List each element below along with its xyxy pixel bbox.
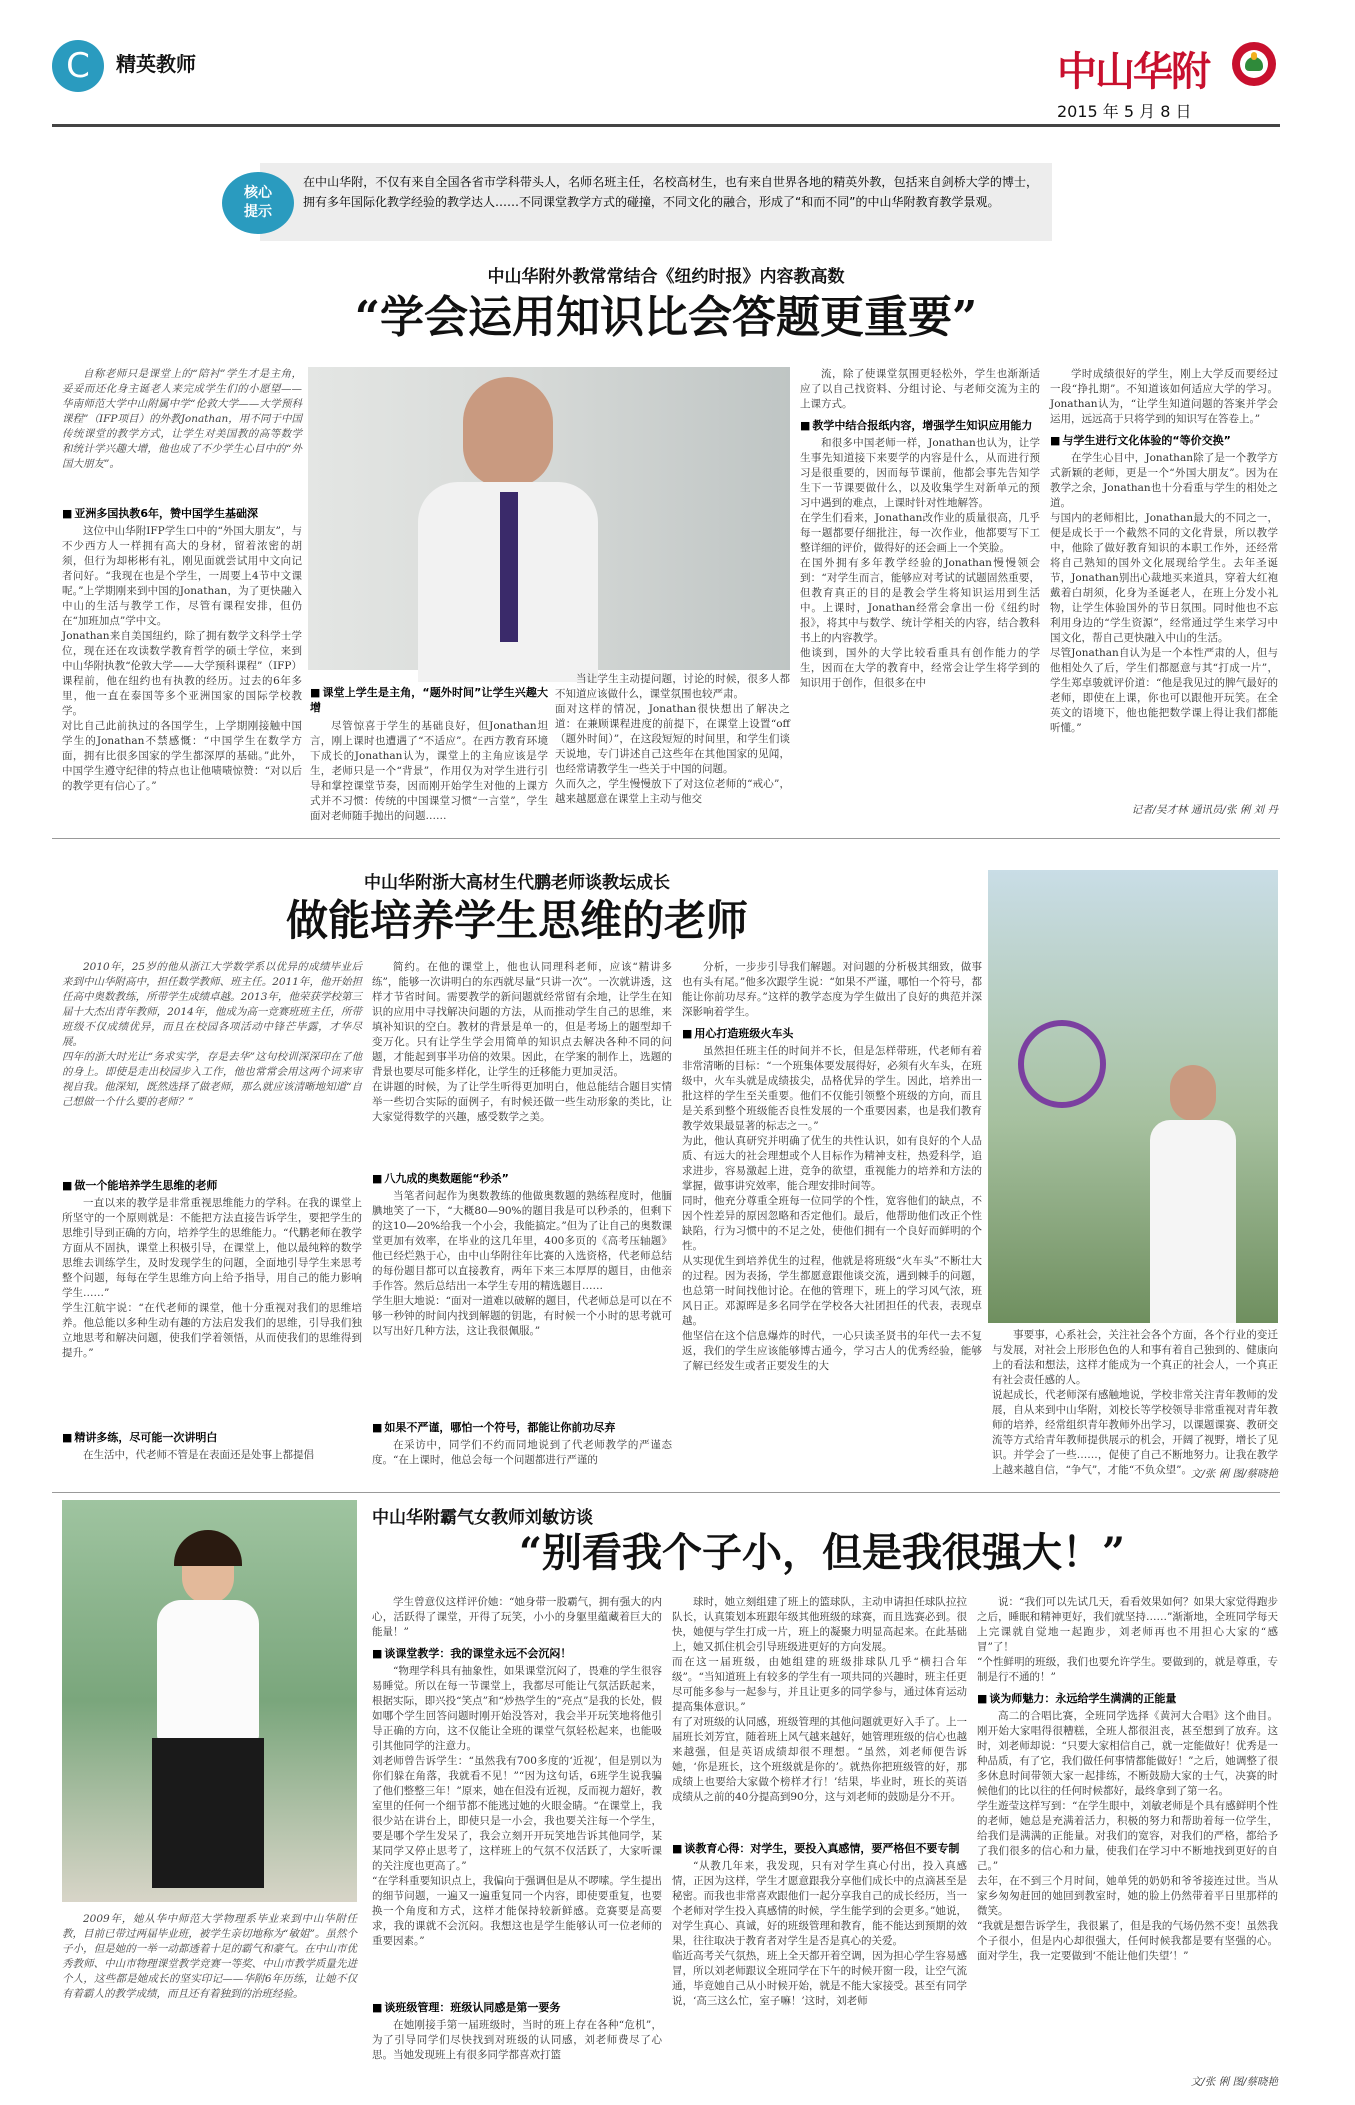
article1-col1 (62, 500, 302, 830)
article2-col2b-text: 当笔者问起作为奥数教练的他做奥数题的熟练程度时，他腼腆地笑了一下，“大概80—90%的题目我是可以秒杀的，但剩下的这10—20%给我一个小会，我能搞定。”但为了让自己的奥数课堂更加有效率，在毕业的这几年里，400多页的《高考压轴题》他已经烂熟于心，由中山华附往年比赛的入选资格，代老师总结的每份题目都可以直接教育，两年下来三本厚厚的题目，由他亲手作答。然后总结出一本学生专用的精选题目…… 学生胆大地说：“面对一道难以破解的题目，代老师总是可以在不够一秒钟的时间内找到解题的钥匙，有时候一个小时的思考就可以写出好几种方法，这让我很佩服。” (372, 1190, 672, 1337)
article1-col3 (555, 672, 790, 830)
article2-divider (52, 1492, 1280, 1493)
article2-col3b-text: 虽然担任班主任的时间并不长，但是怎样带班，代老师有着非常清晰的目标：“一个班集体要发展得好，必须有火车头，在班级中，火车头就是成绩拔尖，品格优异的学生。因此，培养出一批这样的学生至关重要。他们不仅能引领整个班级的方向，而且是关系到整个班级能否良性发展的一个重要因素，也是我们教育教学效果最显著的标志之一。” 为此，他认真研究并明确了优生的共性认识，如有良好的个人品质、有远大的社会理想或个人目标作为精神支柱，热爱科学，追求进步，容易激起上进，竞争的欲望，重视能力的培养和方法的掌握，做事讲究效率，能合理安排时间等。 同时，他充分尊重全班每一位同学的个性，宽容他们的缺点，不因个性差异的原因忽略和否定他们。最后，他帮助他们改正个性缺陷，行为习惯中的不足之处，使他们拥有一个良好而鲜明的个性。 从实现优生到培养优生的过程，他就是将班级“火车头”不断壮大的过程。因为表扬，学生都愿意跟他谈交流，遇到棘手的问题，也总第一时间找他讨论。在他的管理下，班上的学习风气浓，班风日正。邓源晖是多名同学在学校各大社团担任的代表，表现卓越。 他坚信在这个信息爆炸的时代，一心只读圣贤书的年代一去不复返，我们的学生应该能够博古通今，学习古人的优秀经验，能够了解已经发生或者正要发生的大 (682, 1045, 982, 1372)
article2-col2c-text: 在采访中，同学们不约而同地说到了代老师教学的严谨态度。“在上课时，他总会每一个问题都进行严谨的 (372, 1439, 672, 1466)
article2-lead-text: 2010年，25岁的他从浙江大学数学系以优异的成绩毕业后来到中山华附高中，担任数学教师、班主任。2011年，他开始担任高中奥数教练，所带学生成绩卓越。2013年，他荣获学校第三届十大杰出青年教师，2014年，他成为高一竞赛班班主任，所带班级不仅成绩优异，而且在校园各项活动中锋芒毕露，才华尽展。 四年的浙大时光让“务求实学，存是去华”这句校训深深印在了他的身上。即使是走出校园步入工作，他也常常会用这两个词来审视自我。他深知，既然选择了做老师，那么就应该清晰地知道“自己想做一个什么要的老师？” (62, 961, 362, 1108)
article1-col2-text: 尽管惊喜于学生的基础良好，但Jonathan坦言，刚上课时也遭遇了“不适应”。在西方教育环境下成长的Jonathan认为，课堂上的主角应该是学生，老师只是一个“背景”，作用仅为对学生进行引导和掌控课堂节奏，因而刚开始学生对他的上课方式并不习惯：传统的中国课堂习惯“一言堂”，学生面对老师随手抛出的问题…… (310, 720, 548, 822)
article2-credit: 文/张 俐 图/蔡晓艳 (1190, 1468, 1278, 1480)
article2-subhead1: ■ 做一个能培养学生思维的老师 (62, 1178, 362, 1193)
article1-col4 (800, 367, 1040, 830)
article1-col2 (310, 685, 548, 830)
article1-col5 (1050, 367, 1278, 797)
article3-title: “别看我个子小，但是我很强大！” (518, 1529, 1125, 1576)
article3-col2b-text: “从教几年来，我发现，只有对学生真心付出，投入真感情，正因为这样，学生才愿意跟我分享他们成长中的点滴甚至是秘密。而我也非常喜欢跟他们一起分享我自己的成长经历，当一个老师对学生投入真感情的时候，学生能学到的会更多。”她说，对学生真心、真诚，好的班级管理和教育，能不能达到预期的效果，往往取决于教育者对学生是否是真心的关爱。 临近高考关气氛热，班上全天都开着空调，因为担心学生容易感冒，所以刘老师跟议全班同学在下午的时候开窗一段，让空气流通，毕竟她自己从小时候开始，就是不能大家接受。甚至有同学说，‘高三这么忙，室子嘛！’这时，刘老师 (672, 1860, 967, 2007)
section-title: 精英教师 (116, 52, 196, 76)
article3-col3-text: 说：“我们可以先试几天，看看效果如何？如果大家觉得跑步之后，睡眠和精神更好，我们就坚持……”渐渐地，全班同学每天上完课就自觉地一起跑步，刘老师再也不用担心大家的“感冒”了！ “个性鲜明的班级，我们也要允许学生。要做到的，就是尊重，专制是行不通的！” (977, 1596, 1278, 1683)
article3-col2-text: 球时，她立刻组建了班上的篮球队，主动申请担任球队拉拉队长，认真策划本班跟年级其他班级的球赛，而且选赛必到。很快，她便与学生打成一片，班上的凝聚力明显高起来。在此基础上，她又抓住机会引导班级进更好的方向发展。 而在这一届班级，由她组建的班级排球队几乎“横扫合年级”。“当知道班上有较多的学生有一项共同的兴趣时，班主任更尽可能多参与一起参与，并且让更多的同学参与，通过体育运动提高集体意识。” 有了对班级的认同感，班级管理的其他问题就更好入手了。上一届班长刘芳宜，随着班上风气越来越好，她管理班级的信心也越来越强，但是英语成绩却很不理想。“虽然，刘老师便告诉她，‘你是班长，这个班级就是你的’。就热你把班级管的好，那成绩上也要给大家做个榜样才行！’结果，毕业时，班长的英语成绩从之前的40分提高到90分，这与刘老师的鼓励是分不开。 (672, 1596, 967, 1803)
article2-col1-text: 一直以来的教学是非常重视思维能力的学科。在我的课堂上所坚守的一个原则就是：不能把方法直接告诉学生，要把学生的思维引导到正确的方向，培养学生的思维能力。“代鹏老师在教学方面从不固执，课堂上积极引导，在课堂上，他以最纯粹的数学思维去训练学生，及时发现学生的问题，全面地引导学生来思考整个问题，每每在学生思维方向上给予指导，用自己的能力影响学生……” 学生江航宇说：“在代老师的课堂，他十分重视对我们的思维培养。他总能以多种生动有趣的方法启发我们的思维，引导我们独立地思考和解决问题，使我们学着领悟，从而使我们的思维得到提升。” (62, 1197, 362, 1359)
article3-subhead2: ■ 谈班级管理：班级认同感是第一要务 (372, 2000, 662, 2015)
article2-subhead5: ■ 用心打造班级火车头 (682, 1026, 982, 1041)
summary-badge-line2: 提示 (244, 204, 272, 220)
article3-col2 (672, 1595, 967, 2092)
summary-badge (222, 172, 294, 234)
article1-kicker: 中山华附外教常常结合《纽约时报》内容教高数 (487, 267, 845, 287)
article2-col2 (372, 960, 672, 1485)
article2-col3-text: 分析，一步步引导我们解题。对问题的分析极其细致，做事也有头有尾。”他多次跟学生说：“如果不严谨，哪怕一个符号，都能让你前功尽弃。”这样的教学态度为学生做出了良好的典范并深深影响着学生。 (682, 961, 982, 1018)
article1-subhead3: ■ 与学生进行文化体验的“等价交换” (1050, 433, 1278, 448)
header-rule (52, 124, 1280, 127)
article2-subhead2: ■ 精讲多练，尽可能一次讲明白 (62, 1430, 362, 1445)
article3-photo (62, 1500, 357, 1902)
article2-title: 做能培养学生思维的老师 (285, 896, 748, 945)
article1-subhead1: ■ 亚洲多国执教6年，赞中国学生基础深 (62, 506, 302, 521)
article1-title: “学会运用知识比会答题更重要” (354, 292, 978, 343)
article1-col1-text: 这位中山华附IFP学生口中的“外国大朋友”，与不少西方人一样拥有高大的身材，留着浓密的胡须，但行为却彬彬有礼，刚见面就尝试用中文向记者问好。“我现在也是个学生，一周要上4节中文课呢。”上学期刚来到中国的Jonathan，为了更快融入中山的生活与教学工作，尽管有课程安排，但仍在“加班加点”学中文。 Jonathan来自美国纽约，除了拥有数学文科学士学位，现在还在攻读数学教育哲学的硕士学位，来到中山华附执教“伦敦大学——大学预科课程”（IFP）课程前，他在纽约也有执教的经历。过去的6年多里，他一直在泰国等多个亚洲国家的国际学校教学。 对比自己此前执过的各国学生，上学期刚接触中国学生的Jonathan不禁感慨：“中国学生在数学方面，拥有比很多国家的学生都深厚的基础。”此外，中国学生遵守纪律的特点也让他啧啧惊赞：“对以后的教学更有信心了。” (62, 525, 302, 792)
article1-lead-text: 自称老师只是课堂上的“陪衬”学生才是主角，妥妥而还化身主诞老人来完成学生们的小愿望——华南师范大学中山附属中学“伦敦大学——大学预科课程”（IFP项目）的外教Jonathan，用不同于中国传统课堂的教学方式，让学生对美国教的高等数学和统计学兴趣大增，他也成了不少学生心目中的“外国大朋友”。 (62, 368, 302, 470)
article1-credit: 记者/吴才林 通讯员/张 俐 刘 丹 (1131, 804, 1278, 816)
article3-col1-text: 学生曾意仪这样评价她：“她身带一股霸气，拥有强大的内心，活跃得了课堂，开得了玩笑，小小的身躯里蕴藏着巨大的能量！” (372, 1596, 662, 1638)
article3-lead-text: 2009年，她从华中师范大学物理系毕业来到中山华附任教，目前已带过两届毕业班，被学生亲切地称为“敏姐”。虽然个子小，但是她的一举一动都透着十足的霸气和豪气。在中山市优秀教师、中山市物理课堂教学竞赛一等奖、中山市教学质量先进个人，这些都是她成长的坚实印记——华附6年历练，让她不仅有着霸人的教学成绩，而且还有着独到的治班经验。 (62, 1913, 357, 2000)
article1-col5b-text: 在学生心目中，Jonathan除了是一个教学方式新颖的老师，更是一个“外国大朋友”。因为在教学之余，Jonathan也十分看重与学生的相处之道。 与国内的老师相比，Jonathan最大的不同之一，便是成长于一个截然不同的文化背景，所以教学中，他除了做好教育知识的本职工作外，还经常将自己熟知的国外文化展现给学生。去年圣诞节，Jonathan别出心裁地买来道具，穿着大红袍戴着白胡须，化身为圣诞老人，在班上分发小礼物，让学生体验国外的节日氛围。同时他也不忘利用身边的“学生资源”，经常通过学生来学习中国文化，帮自己更快融入中山的生活。 尽管Jonathan自认为是一个本性严肃的人，但与他相处久了后，学生们都愿意与其“打成一片”，学生郑卓骏就评价道：“他是我见过的脾气最好的老师，即使在上课，你也可以跟他开玩笑。在全英文的语境下，他也能把数学课上得让我们都能听懂。” (1050, 452, 1278, 734)
article3-kicker: 中山华附霸气女教师刘敏访谈 (372, 1508, 593, 1528)
article2-photo (988, 870, 1278, 1323)
article2-kicker: 中山华附浙大高材生代鹏老师谈教坛成长 (364, 873, 670, 893)
article2-subhead4: ■ 如果不严谨，哪怕一个符号，都能让你前功尽弃 (372, 1420, 672, 1435)
article3-lead (62, 1912, 357, 2092)
summary-badge-line1: 核心 (244, 185, 272, 201)
article2-lead (62, 960, 362, 1170)
article1-col5-text: 学时成绩很好的学生，刚上大学反而要经过一段“挣扎期”。不知道该如何适应大学的学习。Jonathan认为，“让学生知道问题的答案并学会运用，远远高于只将学到的知识写在答卷上。” (1050, 368, 1278, 425)
article3-subhead3: ■ 谈教育心得：对学生，要投入真感情，要严格但不要专制 (672, 1841, 967, 1856)
section-letter-badge: C (52, 40, 104, 92)
article3-col1 (372, 1595, 662, 2092)
article3-col3 (977, 1595, 1278, 2070)
article2-col1 (62, 1172, 362, 1485)
issue-date: 2015 年 5 月 8 日 (1057, 102, 1192, 121)
article2-col3 (682, 960, 982, 1485)
article1-subhead2: ■ 教学中结合报纸内容，增强学生知识应用能力 (800, 418, 1040, 433)
article3-subhead1: ■ 谈课堂教学：我的课堂永远不会沉闷！ (372, 1646, 662, 1661)
article2-subhead3: ■ 八九成的奥数题能“秒杀” (372, 1171, 672, 1186)
article3-col3b-text: 高二的合唱比赛，全班同学选择《黄河大合唱》这个曲目。刚开始大家唱得很糟糕，全班人都很沮丧，甚至想到了放弃。这时，刘老师却说：“只要大家相信自己，就一定能做好！优秀是一种品质，有了它，我们做任何事情都能做好！”之后，她调整了很多休息时间带领大家一起排练，不断鼓励大家的士气，决赛的时候他们的比以往的任何时候都好，最终拿到了第一名。 学生遊莹这样写到：“在学生眼中，刘敏老师是个具有感鲜明个性的老师，她总是充满着活力，积极的努力和帮助着每一位学生，给我们是满满的正能量。对我们的宽容，对我们的严格，都给予了我们很多的信心和力量，使我们在学习中不断地找到更好的自己。” 去年，在不到三个月时间，她单凭的奶奶和爷爷接连过世。当从家乡匆匆赶回的她回到教室时，她的脸上仍然带着平日里那样的微笑。 “我就是想告诉学生，我很累了，但是我的气场仍然不变！虽然我个子很小，但是内心却很强大，任何时候我都是要有坚强的心。面对学生，我一定要做到‘不能让他们失望’！” (977, 1710, 1278, 1962)
article3-col1c-text: 在她刚接手第一届班级时，当时的班上存在各种“危机”，为了引导同学们尽快找到对班级的认同感，刘老师费尽了心思。当她发现班上有很多同学都喜欢打篮 (372, 2019, 662, 2061)
article1-col4b-text: 和很多中国老师一样，Jonathan也认为，让学生事先知道接下来要学的内容是什么，从而进行预习是很重要的，因而每节课前，他都会事先告知学生下一节课要做什么，以及收集学生对新单元的预习中遇到的难点，上课时针对性地解答。 在学生们看来，Jonathan改作业的质量很高，几乎每一题都要仔细批注，每一次作业，他都要写下工整详细的评价，做得好的还会画上一个笑脸。 在国外拥有多年教学经验的Jonathan慢慢领会到：“对学生而言，能够应对考试的试题固然重要，但教育真正的目的是教会学生将知识运用到生活中。上课时，Jonathan经常会拿出一份《纽约时报》，将其中与数学、统计学相关的内容，结合教科书上的内容教学。 他谈到，国外的大学比较看重具有创作能力的学生，因而在大学的教育中，经常会让学生将学到的知识用于创作，但很多在中 (800, 437, 1040, 689)
article3-credit: 文/张 俐 图/蔡晓艳 (1190, 2076, 1278, 2088)
article1-divider (52, 838, 1280, 839)
article3-col1b-text: “物理学科具有抽象性，如果课堂沉闷了，畏难的学生很容易睡觉。所以在每一节课堂上，我都尽可能让气氛活跃起来，根据实际，即兴投“笑点”和“炒热学生的“亮点”是我的长处，假如哪个学生回答问题时刚开始没答对，我会半开玩笑地将他引导正确的方向，这不仅能让全班的课堂气氛轻松起来，也能吸引其他同学的注意力。 刘老师曾告诉学生：“虽然我有700多度的‘近视’，但是别以为你们躲在角落，我就看不见！”“因为这句话，6班学生说我骗了他们整整三年！”原来，她在但没有近视，反而视力超好，教室里的任何一个细节都不能逃过她的火眼金睛。“在课堂上，我很少站在讲台上，即使只是一小会，我也要关注每一个学生，要是哪个学生发呆了，我会立刻开开玩笑地告诉其他同学，某某同学又停止思考了，这样班上的气氛不仅活跃了，大家听课的关注度也更高了。” “在学科重要知识点上，我偏向于强调但是从不啰嗦。学生提出的细节问题，一遍又一遍重复同一个内容，即使要重复，也要换一个角度和方式，这样才能保持较新鲜感。竞赛要是高要求，我的课就不会沉闷。我想这也是学生能够认可一位老师的重要因素。” (372, 1665, 662, 1947)
masthead-logo: 中山华附 (1057, 48, 1209, 95)
article1-caption: ■ 课堂上学生是主角，“题外时间”让学生兴趣大增 (310, 685, 548, 715)
article2-col4-text: 事要事，心系社会，关注社会各个方面，各个行业的变迁与发展，对社会上形形色色的人和事有着自己独到的、健康向上的看法和想法，这样才能成为一个真正的社会人，一个真正有社会责任感的人。 说起成长，代老师深有感触地说，学校非常关注青年教师的发展，自从来到中山华附，刘校长等学校领导非常重视对青年教师的培养，经常组织青年教师外出学习，以课题课赛、教研交流等方式给青年教师提供展示的机会，开阔了视野，增长了见识。并学会了一些……，促使了自己不断地努力。让我在教学上越来越自信，“争气”，才能“不负众望”。 (992, 1329, 1278, 1476)
article1-lead (62, 367, 302, 497)
article3-subhead4: ■ 谈为师魅力：永远给学生满满的正能量 (977, 1691, 1278, 1706)
article1-photo (308, 367, 790, 670)
summary-text: 在中山华附，不仅有来自全国各省市学科带头人，名师名班主任，名校高材生，也有来自世界各地的精英外教，包括来自剑桥大学的博士，拥有多年国际化教学经验的教学达人……不同课堂教学方式的碰撞，不同文化的融合，形成了“和而不同”的中山华附教育教学景观。 (303, 175, 1038, 209)
article2-col1b-text: 在生活中，代老师不管是在表面还是处事上都提倡 (83, 1449, 314, 1461)
article1-col4-text: 流，除了使课堂氛围更轻松外，学生也渐渐适应了以自己找资料、分组讨论、与老师交流为主的上课方式。 (800, 368, 1040, 410)
article1-col3-text: 当让学生主动提问题，讨论的时候，很多人都不知道应该做什么，课堂氛围也较严肃。 面对这样的情况，Jonathan很快想出了解决之道：在兼顾课程进度的前提下，在课堂上设置“off（题外时间）”，在这段短短的时间里，和学生们谈天说地，专门讲述自己这些年在其他国家的见闻，也经常请教学生一些关于中国的问题。 久而久之，学生慢慢放下了对这位老师的“戒心”，越来越愿意在课堂上主动与他交 (555, 673, 790, 805)
article2-col2-text: 简约。在他的课堂上，他也认同理科老师，应该“精讲多练”，能够一次讲明白的东西就尽量“只讲一次”。一次就讲透，这样才节省时间。需要教学的新问题就经常留有余地，让学生在知识的应用中寻找解决问题的方法，从而推动学生自己的思维，来填补知识的空白。教材的背景是单一的，但是考场上的题型却千变万化。只有让学生学会用简单的知识点去解决各种不同的问题，才能起到事半功倍的效果。因此，在学案的制作上，选题的背景也要尽可能多样化，让学生的迁移能力更加灵活。 在讲题的时候，为了让学生听得更加明白，他总能结合题目实情举一些切合实际的面例子，有时候还做一些生动形象的类比，让大家觉得数学的兴趣，感受数学之美。 (372, 961, 672, 1123)
school-emblem-icon (1232, 42, 1276, 86)
